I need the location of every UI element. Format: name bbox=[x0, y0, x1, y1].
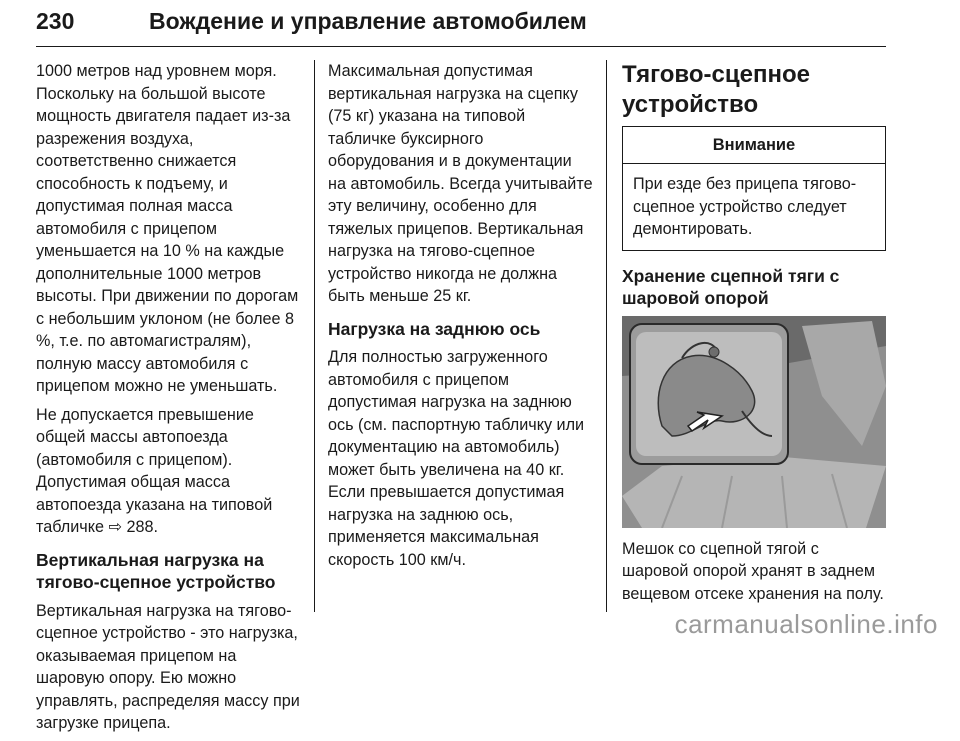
page-reference[interactable]: 288. bbox=[126, 518, 159, 536]
column-divider bbox=[314, 60, 315, 612]
paragraph-gross-weight bbox=[36, 404, 304, 539]
watermark: carmanualsonline.info bbox=[674, 609, 938, 639]
paragraph-rear-axle-load: Для полностью загруженного автомобиля с прицепом допустимая нагрузка на заднюю ось (см. паспортную табличку или документацию на автомобиль) может быть увеличена на 40 кг. Если превышается допустимая нагрузка на заднюю ось, применяется максимальная скорость 100 км/ч. bbox=[328, 348, 585, 569]
warning-title: Внимание bbox=[623, 127, 885, 164]
chapter-title: Вождение и управление автомобилем bbox=[149, 8, 587, 34]
paragraph-max-vertical-load: Максимальная допустимая вертикальная нагрузка на сцепку (75 кг) указана на типовой табличке буксирного оборудования и в документации на автомобиль. Всегда учитывайте эту величину, особенно для тяжелых прицепов. Вертикальная нагрузка на тягово-сцепное устройство никогда не должна быть меньше 25 кг. bbox=[328, 62, 593, 305]
warning-text: При езде без прицепа тягово-сцепное устройство следует демонтировать. bbox=[633, 175, 857, 238]
heading-rear-axle-load: Нагрузка на заднюю ось bbox=[328, 318, 541, 339]
heading-storage: Хранение сцепной тяги с шаровой опорой bbox=[622, 265, 840, 308]
page-number: 230 bbox=[36, 8, 75, 34]
column-left bbox=[36, 60, 304, 741]
paragraph-vertical-load: Вертикальная нагрузка на тягово-сцепное устройство - это нагрузка, оказываемая прицепом на шаровую опору. Ею можно управлять, распределяя массу при загрузке прицепа. bbox=[36, 601, 300, 732]
column-divider bbox=[606, 60, 607, 612]
trunk-photo bbox=[622, 316, 886, 528]
arrow-ref-icon[interactable]: ⇨ bbox=[108, 518, 123, 536]
column-right bbox=[622, 60, 886, 611]
section-title: Тягово-сцепное устройство bbox=[622, 61, 810, 118]
paragraph-altitude: 1000 метров над уровнем моря. Поскольку на большой высоте мощность двигателя падает из-за разрежения воздуха, соответственно снижается способность к подъему, и допустимая полная масса автомобиля с прицепом уменьшается на 10 % на каждые дополнительные 1000 метров высоты. При движении по дорогам с небольшим уклоном (не более 8 %, т.е. по автомагистралям), полную массу автомобиля с прицепом можно не уменьшать. bbox=[36, 62, 299, 395]
photo-caption: Мешок со сцепной тягой с шаровой опорой хранят в заднем вещевом отсеке хранения на полу. bbox=[622, 539, 884, 603]
paragraph-gross-weight-text: Не допускается превышение общей массы автопоезда (автомобиля с прицепом). Допустимая общая масса автопоезда указана на типовой табличке bbox=[36, 405, 273, 536]
column-middle bbox=[328, 60, 594, 577]
warning-box bbox=[622, 126, 886, 251]
page-header bbox=[36, 6, 886, 47]
heading-vertical-load: Вертикальная нагрузка на тягово-сцепное устройство bbox=[36, 549, 276, 592]
